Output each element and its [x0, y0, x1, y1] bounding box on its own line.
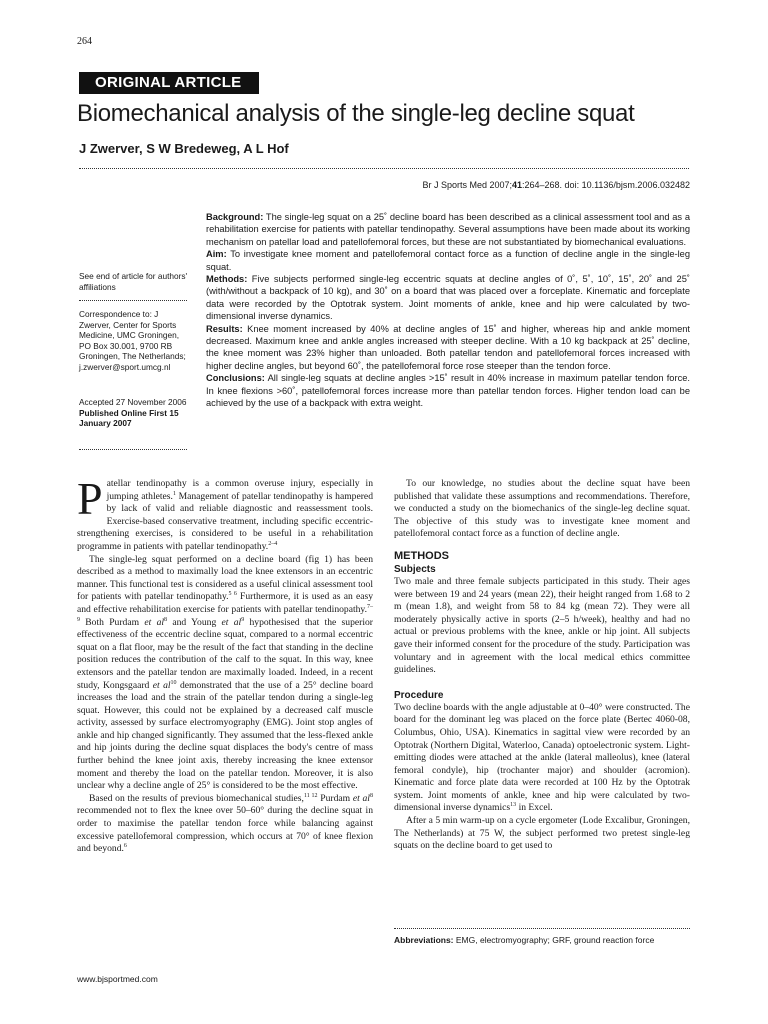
reference-marker: 13 [510, 802, 517, 809]
intro-text: hypothesised that the superior effectiveness of the eccentric decline squat, compared to a normal eccentric squat on a flat floor, may be the result of the fact that standing in the decline position reduces the contribution of the calf to the squat. In this way, knee extensors and the patellar tendon are maximally loaded. Indeed, in a recent study, Kongsgaard [77, 616, 373, 691]
sidebar-divider [79, 300, 187, 301]
reference-marker: 6 [123, 843, 127, 850]
intro-text: Management of patellar tendinopathy is hampered by lack of valid and reliable diagnostic and reassessment tools. Exercise-based conservative treatment, including specific eccentric-strengthening exercises, is considered to be useful in a rehabilitation programme in patients with patellar tendinopathy. [77, 490, 373, 552]
abstract-background [206, 211, 690, 248]
abbreviations-label: Abbreviations: [394, 935, 454, 945]
body-column-right [394, 478, 690, 853]
et-al: et al [152, 679, 171, 691]
et-al: et al [221, 616, 242, 628]
et-al: et al [352, 792, 370, 804]
procedure-text: Two decline boards with the angle adjustable at 0–40° were constructed. The board for the dominant leg was placed on the force plate (Bertec 4060-08, Columbus, Ohio, USA). Kinematics in sagittal view were recorded by an Optotrak (Northern Digital, Waterloo, Canada) optoelectronic system. Light-emitting diodes were attached at the ankle (lateral malleolus), knee (lateral femoral condyle), hip (trochanter major) and shoulder (acromion). Kinematic and force plate data were recorded at 100 Hz by the Optotrak system. Joint moments of ankle, knee and hip were calculated by two-dimensional inverse dynamics [394, 701, 690, 814]
intro-text: recommended not to flex the knee over 50–60° during the decline squat in order to maximise the patellar tendon force while balancing against excessive patellofemoral compression, which occurs at 70° of knee flexion and beyond. [77, 805, 373, 855]
intro-text: demonstrated that the use of a 25° decline board increases the load and the strain of the patellar tendon during a single-leg squat. However, this could not be explained by a decreased calf muscle activity, assessed by surface electromyography (EMG). Joint stop angles of ankle and hip changed significantly. They assumed that the less-flexed ankle and hip joints during the decline squat displaces the body's centre of mass further behind the knee joint axis, thereby increasing the knee extensor moment and thereby the load on the patellar tendon. Moreover, it is also unclear why a decline angle of 25° is considered to be the most effective. [77, 679, 373, 792]
sidebar-correspondence: Correspondence to: J Zwerver, Center for Sports Medicine, UMC Groningen, PO Box 30.001, 9700 RB Groningen, The Netherlands; j.zwerver@sport.umcg.nl [79, 309, 186, 372]
abbreviations-text: EMG, electromyography; GRF, ground reaction force [453, 935, 655, 945]
reference-marker: 7–9 [77, 603, 373, 623]
et-al: et al [144, 616, 165, 628]
abstract [206, 211, 690, 410]
intro-paragraph-4: To our knowledge, no studies about the decline squat have been published that validate these assumptions and recommendations. Therefore, we conducted a study on the biomechanics of the single-leg decline squat. The objective of this study was to investigate knee moment and patellofemoral contact force as a function of decline angle. [394, 478, 690, 540]
reference-marker: 11 12 [303, 792, 318, 799]
abstract-aim-text: To investigate knee moment and patellofemoral contact force as a function of decline angle in the single-leg squat. [206, 249, 690, 272]
reference-marker: 5 6 [228, 591, 237, 598]
citation-volume: 41 [512, 180, 523, 190]
sidebar-affiliations-note: See end of article for authors' affiliations [79, 271, 188, 292]
page-number: 264 [77, 36, 92, 47]
abstract-methods [206, 273, 690, 323]
abbreviations-note [394, 935, 690, 946]
abstract-background-text: The single-leg squat on a 25˚ decline board has been described as a clinical assessment tool and as a rehabilitation exercise for patients with patellar tendinopathy. Several assumptions have been made about its working mechanism on patellar load and patellofemoral forces, but these are not substantiated by biomechanical evaluations. [206, 212, 690, 247]
author-list: J Zwerver, S W Bredeweg, A L Hof [79, 141, 289, 156]
subjects-paragraph: Two male and three female subjects participated in this study. Their ages were between 19 and 24 years (mean 22), their height ranged from 1.68 to 2 m (mean 1.8), and weight from 58 to 84 kg (mean 72). They were all moderately physically active in sports (2–5 h/week), healthy and had no actual or previous problems with the knee, ankle or hip joint. All subjects gave their informed consent for the procedure of the study. Participation was voluntary and in agreement with the local medical ethics committee guidelines. [394, 575, 690, 676]
header-divider [79, 168, 689, 169]
reference-marker: 9 [241, 616, 245, 623]
reference-marker: 2–4 [268, 540, 278, 547]
subsection-heading-procedure: Procedure [394, 689, 444, 701]
body-column-left [77, 473, 373, 856]
intro-text: Furthermore, it is used as an easy and effective rehabilitation exercise for patients with patellar tendinopathy. [77, 591, 373, 615]
intro-text: Both Purdam [80, 616, 145, 628]
abstract-methods-text: Five subjects performed single-leg eccentric squats at decline angles of 0˚, 5˚, 10˚, 15˚, 20˚ and 25˚ (with/without a backpack of 10 kg), and 30˚ on a board that was placed over a forceplate. Kinematic and forceplate data were recorded by the Optotrak system. Joint moments of ankle, knee and hip were calculated by two-dimensional inverse dynamics. [206, 274, 690, 322]
intro-paragraph-2 [77, 554, 373, 793]
abstract-conclusions-text: All single-leg squats at decline angles >15˚ result in 40% increase in maximum patellar tendon force. In knee flexions >60˚, patellofemoral forces increase more than patellar tendon forces. Higher tendon load can be achieved by the use of a backpack with extra weight. [206, 373, 690, 409]
citation-prefix: Br J Sports Med 2007; [422, 180, 512, 190]
article-type-banner: ORIGINAL ARTICLE [79, 72, 259, 94]
abstract-results [206, 323, 690, 373]
abbreviations-divider [394, 928, 690, 929]
procedure-paragraph [394, 702, 690, 815]
subsection-heading-subjects: Subjects [394, 563, 436, 575]
intro-text: and Young [167, 616, 222, 628]
procedure-text: in Excel. [516, 802, 553, 814]
footer-url[interactable]: www.bjsportmed.com [77, 974, 158, 984]
abstract-conclusions [206, 372, 690, 409]
reference-marker: 1 [172, 490, 176, 497]
abstract-results-text: Knee moment increased by 40% at decline angles of 15˚ and higher, whereas hip and ankle moment decreased. Maximum knee and ankle angles increased with steeper decline. With a 10 kg backpack at 25˚ decline, the knee moment was 23% higher than unloaded. Both patellar tendon and patellofemoral forces increased with higher decline angles, but beyond 60˚, the patellofemoral force rose steeper than the tendon force. [206, 323, 691, 371]
section-heading-methods: METHODS [394, 549, 449, 562]
abstract-results-head: Results: [206, 323, 243, 334]
citation-suffix: :264–268. doi: 10.1136/bjsm.2006.032482 [522, 180, 690, 190]
sidebar-dates [79, 397, 191, 429]
intro-text: atellar tendinopathy is a common overuse injury, especially in jumping athletes. [106, 478, 373, 502]
abstract-aim [206, 248, 690, 273]
article-title: Biomechanical analysis of the single-leg decline squat [77, 100, 635, 127]
dropcap: P [77, 473, 103, 524]
procedure-paragraph-2: After a 5 min warm-up on a cycle ergometer (Lode Excalibur, Groningen, The Netherlands) at 75 W, the subject performed two pretest single-leg squats on the decline board to get used to [394, 815, 690, 852]
intro-text: Based on the results of previous biomechanical studies, [89, 792, 304, 804]
sidebar-divider-bottom [79, 449, 187, 450]
reference-marker: 8 [164, 616, 168, 623]
reference-marker: 10 [170, 679, 177, 686]
sidebar-accepted: Accepted 27 November 2006 [79, 397, 187, 407]
citation-line [422, 180, 690, 190]
abstract-conclusions-head: Conclusions: [206, 373, 265, 384]
intro-text: Purdam [317, 792, 353, 804]
intro-text: The single-leg squat performed on a decline board (fig 1) has been described as a method to maximally load the knee extensors in an eccentric manner. This functional test is considered as a useful clinical assessment tool for patients with patellar tendinopathy. [77, 553, 373, 603]
abstract-background-head: Background: [206, 212, 264, 222]
abstract-aim-head: Aim: [206, 249, 227, 260]
abstract-methods-head: Methods: [206, 274, 248, 285]
intro-paragraph-1 [77, 473, 373, 554]
sidebar-published: Published Online First 15 January 2007 [79, 407, 179, 428]
reference-marker: 8 [369, 792, 373, 799]
intro-paragraph-3 [77, 793, 373, 856]
